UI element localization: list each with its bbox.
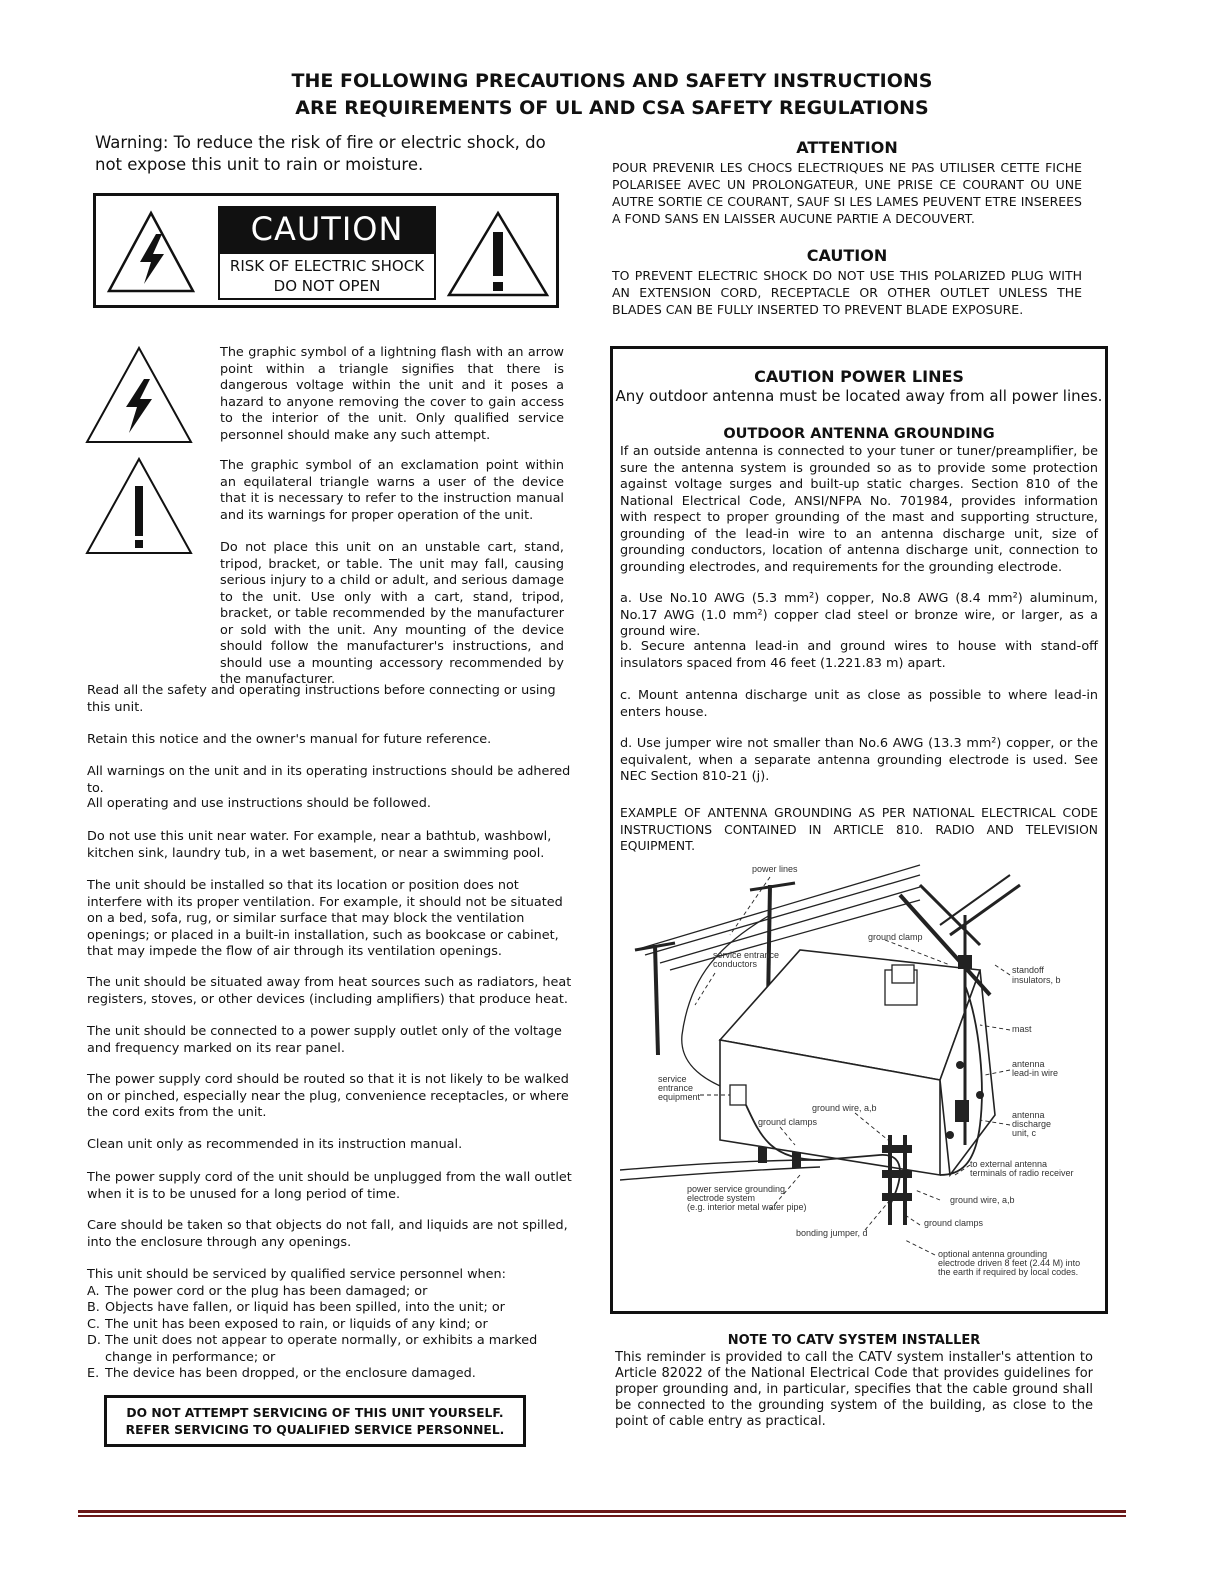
antenna-grounding-diagram (620, 855, 1100, 1305)
diagram-label: entrance (658, 1083, 694, 1093)
diagram-label: bonding jumper, d (796, 1228, 868, 1238)
diagram-label: to external antenna (970, 1159, 1048, 1169)
diagram-label: antenna (1012, 1110, 1045, 1120)
caution-subtext-line2: DO NOT OPEN (273, 277, 381, 295)
caution-label (93, 193, 559, 308)
catv-note-title: NOTE TO CATV SYSTEM INSTALLER (727, 1333, 981, 1348)
exclamation-triangle-icon (446, 210, 550, 298)
diagram-label: equipment (658, 1092, 701, 1102)
grounding-text: If an outside antenna is connected to your tuner or tuner/preamplifier, be sure the antenna system is grounded so as to provide some protection against voltage surges and built-up static charges. Section 810 of the National Electrical Code, ANSI/NFPA No. 701984, provides information with respect to proper grounding of the mast and supporting structure, grounding of the lead-in wire to an antenna discharge unit, size of grounding conductors, location of antenna discharge unit, connection to grounding electrodes, and requirements for the grounding electrode. (620, 444, 1098, 575)
grounding-title: OUTDOOR ANTENNA GROUNDING (723, 426, 995, 442)
power-lines-title: CAUTION POWER LINES (754, 367, 964, 386)
warning-text: Warning: To reduce the risk of fire or electric shock, do not expose this unit to rain or moisture. (95, 133, 546, 174)
diagram-label: ground wire, a,b (950, 1195, 1015, 1205)
diagram-label: ground clamp (868, 932, 923, 942)
instruction-paragraph: Read all the safety and operating instructions before connecting or using this unit. (87, 683, 556, 715)
service-item-text: The device has been dropped, or the enclosure damaged. (105, 1366, 476, 1381)
footer-rule-secondary (78, 1515, 1126, 1517)
instruction-paragraph: The unit should be installed so that its location or position does not interfere with its proper ventilation. For example, it should not be situated on a bed, sofa, rug, or similar surface that may block the ventilation openings; or placed in a built-in installation, such as bookcase or cabinet, that may impede the flow of air through its ventilation openings. (87, 878, 563, 959)
instruction-paragraph: All warnings on the unit and in its operating instructions should be adhered to. (87, 764, 571, 796)
power-lines-text: Any outdoor antenna must be located away from all power lines. (615, 387, 1103, 405)
grounding-item-d: d. Use jumper wire not smaller than No.6 AWG (13.3 mm²) copper, or the equivalent, when a separate antenna grounding electrode is used. See NEC Section 810-21 (j). (620, 736, 1098, 784)
diagram-label: optional antenna grounding (938, 1249, 1048, 1259)
diagram-label: (e.g. interior metal water pipe) (687, 1202, 807, 1212)
service-intro: This unit should be serviced by qualified service personnel when: (87, 1267, 506, 1282)
caution-subtext-line1: RISK OF ELECTRIC SHOCK (229, 257, 425, 275)
caution-en-text: TO PREVENT ELECTRIC SHOCK DO NOT USE THIS POLARIZED PLUG WITH AN EXTENSION CORD, RECEPTACLE OR OTHER OUTLET UNLESS THE BLADES CAN BE FULLY INSERTED TO PREVENT BLADE EXPOSURE. (612, 268, 1082, 317)
instruction-paragraph: The unit should be situated away from heat sources such as radiators, heat registers, stoves, or other devices (including amplifiers) that produce heat. (87, 975, 572, 1007)
service-item (87, 1284, 572, 1301)
lightning-symbol-icon (84, 345, 194, 445)
catv-note-text: This reminder is provided to call the CATV system installer's attention to Article 82022 of the National Electrical Code that provides guidelines for proper grounding and, in particular, specifies that the cable ground shall be connected to the grounding system of the building, as close to the point of cable entry as practical. (615, 1350, 1093, 1429)
service-item (87, 1333, 572, 1366)
grounding-item-a: a. Use No.10 AWG (5.3 mm²) copper, No.8 AWG (8.4 mm²) aluminum, No.17 AWG (1.0 mm²) copper clad steel or bronze wire, or larger, as a ground wire. (620, 591, 1098, 639)
service-item-text: The power cord or the plug has been damaged; or (105, 1283, 428, 1299)
service-item-letter: C. (87, 1316, 101, 1332)
service-item-letter: E. (87, 1366, 100, 1381)
service-list (87, 1267, 572, 1383)
diagram-label: power lines (752, 864, 798, 874)
attention-text: POUR PREVENIR LES CHOCS ELECTRIQUES NE PAS UTILISER CETTE FICHE POLARISEE AVEC UN PROLONGATEUR, UNE PRISE CE COURANT OU UNE AUTRE SORTIE CE COURANT, SAUF SI LES LAMES PEUVENT ETRE INSEREES A FOND SANS EN LAISSER AUCUNE PARTIE A DECOUVERT. (612, 160, 1082, 226)
instruction-paragraph: Clean unit only as recommended in its instruction manual. (87, 1137, 463, 1152)
attention-title: ATTENTION (796, 138, 898, 157)
diagram-label: standoff (1012, 965, 1044, 975)
instruction-paragraph: The power supply cord should be routed so that it is not likely to be walked on or pinched, especially near the plug, convenience receptacles, or where the cord exits from the unit. (87, 1072, 569, 1120)
service-item-text: Objects have fallen, or liquid has been spilled, into the unit; or (105, 1300, 505, 1315)
instruction-paragraph: Retain this notice and the owner's manual for future reference. (87, 732, 492, 747)
diagram-label: electrode driven 8 feet (2.44 M) into (938, 1258, 1081, 1268)
caution-subtext (218, 252, 436, 300)
service-item-letter: D. (87, 1333, 101, 1348)
service-item-letter: A. (87, 1283, 100, 1299)
diagram-label: ground wire, a,b (812, 1103, 877, 1113)
instruction-paragraph: All operating and use instructions should be followed. (87, 796, 431, 811)
diagram-label: conductors (713, 959, 758, 969)
diagram-label: power service grounding (687, 1184, 786, 1194)
caution-en-title: CAUTION (806, 246, 888, 265)
service-item-text: The unit has been exposed to rain, or liquids of any kind; or (105, 1316, 488, 1332)
instruction-paragraph: The power supply cord of the unit should be unplugged from the wall outlet when it is to be unused for a long period of time. (87, 1170, 572, 1202)
diagram-label: lead-in wire (1012, 1068, 1059, 1078)
footer-rule (78, 1510, 1126, 1513)
service-item (87, 1300, 572, 1317)
do-not-service-line1: DO NOT ATTEMPT SERVICING OF THIS UNIT YOURSELF. (126, 1406, 504, 1420)
caution-title: CAUTION (218, 206, 436, 252)
service-item-text: The unit does not appear to operate normally, or exhibits a marked change in performance; or (105, 1333, 538, 1365)
diagram-label: mast (1012, 1024, 1032, 1034)
exclamation-symbol-icon (84, 456, 194, 556)
diagram-label: discharge (1012, 1119, 1052, 1129)
diagram-label: service entrance (713, 950, 780, 960)
instruction-paragraph: The unit should be connected to a power supply outlet only of the voltage and frequency marked on its rear panel. (87, 1024, 562, 1056)
page-title-line2: ARE REQUIREMENTS OF UL AND CSA SAFETY REGULATIONS (295, 97, 929, 119)
do-not-service-box (104, 1395, 526, 1447)
cart-warning-text: Do not place this unit on an unstable cart, stand, tripod, bracket, or table. The unit may fall, causing serious injury to a child or adult, and serious damage to the unit. Use only with a cart, stand, tripod, bracket, or table recommended by the manufacturer or sold with the unit. Any mounting of the device should follow the manufacturer's instructions, and should use a mounting accessory recommended by the manufacturer. (220, 540, 564, 687)
diagram-label: the earth if required by local codes. (938, 1267, 1079, 1277)
diagram-label: antenna (1012, 1059, 1045, 1069)
exclamation-symbol-text: The graphic symbol of an exclamation point within an equilateral triangle warns a user of the device that it is necessary to refer to the instruction manual and its warnings for proper operation of the unit. (220, 458, 564, 523)
diagram-label: ground clamps (924, 1218, 984, 1228)
service-item-letter: B. (87, 1300, 100, 1315)
do-not-service-line2: REFER SERVICING TO QUALIFIED SERVICE PERSONNEL. (125, 1423, 505, 1437)
instruction-paragraph: Do not use this unit near water. For example, near a bathtub, washbowl, kitchen sink, laundry tub, in a wet basement, or near a swimming pool. (87, 829, 552, 861)
grounding-example-caption: EXAMPLE OF ANTENNA GROUNDING AS PER NATIONAL ELECTRICAL CODE INSTRUCTIONS CONTAINED IN ARTICLE 810. RADIO AND TELEVISION EQUIPMENT. (620, 806, 1098, 853)
diagram-label: unit, c (1012, 1128, 1037, 1138)
diagram-label: service (658, 1074, 687, 1084)
lightning-triangle-icon (106, 210, 196, 294)
service-item (87, 1317, 572, 1334)
lightning-symbol-text: The graphic symbol of a lightning flash with an arrow point within a triangle signifies that there is dangerous voltage within the unit and it poses a hazard to anyone removing the cover to gain access to the interior of the unit. Only qualified service personnel should make any such attempt. (220, 345, 564, 443)
diagram-label: insulators, b (1012, 975, 1061, 985)
grounding-item-c: c. Mount antenna discharge unit as close as possible to where lead-in enters house. (620, 688, 1098, 720)
diagram-label: ground clamps (758, 1117, 818, 1127)
instruction-paragraph: Care should be taken so that objects do not fall, and liquids are not spilled, into the enclosure through any openings. (87, 1218, 568, 1250)
page-title-line1: THE FOLLOWING PRECAUTIONS AND SAFETY INSTRUCTIONS (291, 70, 933, 92)
diagram-label: terminals of radio receiver (970, 1168, 1074, 1178)
service-item (87, 1366, 572, 1383)
grounding-item-b: b. Secure antenna lead-in and ground wires to house with stand-off insulators spaced from 46 feet (1.221.83 m) apart. (620, 639, 1098, 671)
diagram-label: electrode system (687, 1193, 756, 1203)
